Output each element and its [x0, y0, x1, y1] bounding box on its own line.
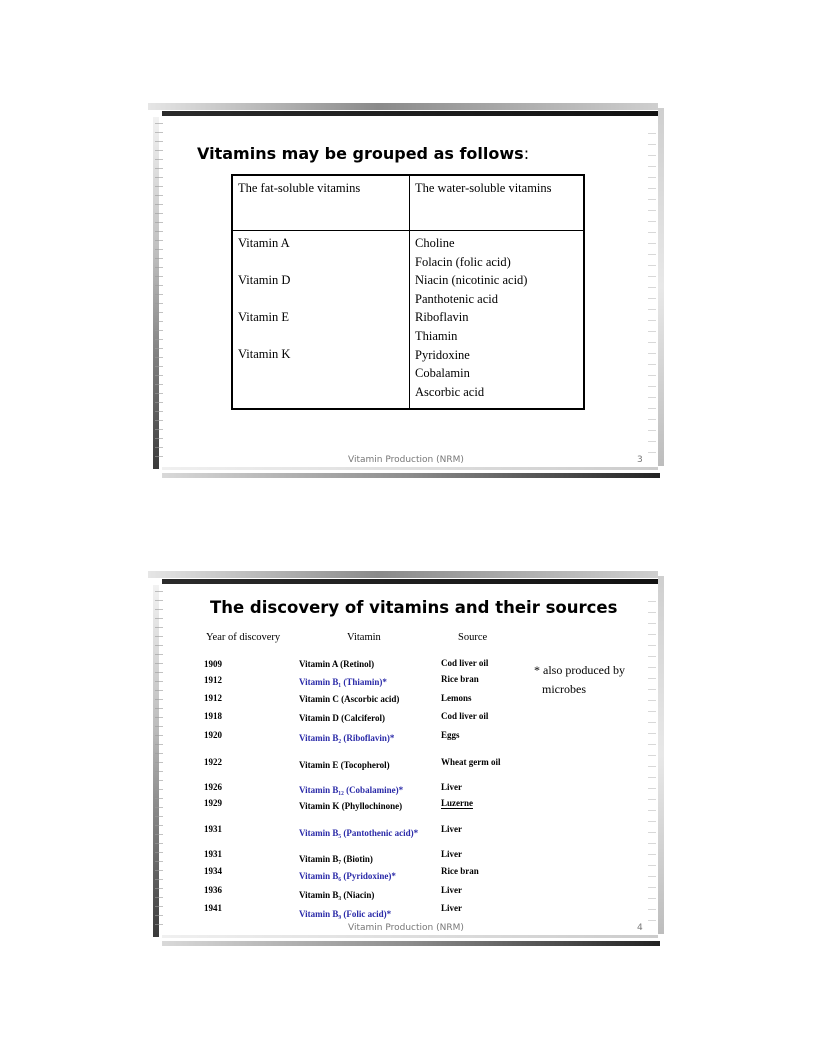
list-item: Vitamin K — [238, 347, 291, 361]
water-soluble-list — [410, 231, 585, 410]
footer-text: Vitamin Production (NRM) — [348, 455, 464, 465]
vitamin-cell: Vitamin E (Tocopherol) — [299, 760, 390, 770]
decor-ticks-right — [648, 133, 656, 453]
year-cell: 1936 — [204, 885, 222, 895]
list-item: Niacin (nicotinic acid) — [415, 273, 528, 288]
list-item: Ascorbic acid — [415, 384, 485, 399]
source-cell: Rice bran — [441, 674, 479, 684]
table-body-row — [232, 231, 584, 410]
list-item: Thiamin — [415, 328, 458, 343]
note-line: microbes — [542, 682, 586, 696]
list-item: Pyridoxine — [415, 347, 470, 362]
list-item: Vitamin A — [238, 236, 290, 250]
column-header-year: Year of discovery — [206, 632, 281, 643]
slide-title: Vitamins may be grouped as follows: — [197, 144, 530, 163]
decor-bar-bottom — [162, 473, 660, 478]
decor-bar-top — [148, 103, 658, 110]
year-cell: 1912 — [204, 675, 222, 685]
year-cell: 1929 — [204, 798, 222, 808]
slide-vitamin-groups — [148, 103, 666, 487]
note-line: * also produced by — [534, 663, 625, 677]
decor-bar-top — [148, 571, 658, 578]
column-header-vitamin: Vitamin — [347, 632, 381, 643]
header-water-soluble: The water-soluble vitamins — [410, 175, 585, 231]
decor-bar-bottom-light — [162, 935, 658, 938]
source-cell: Wheat germ oil — [441, 757, 501, 767]
footer-text: Vitamin Production (NRM) — [348, 923, 464, 933]
vitamin-cell: Vitamin A (Retinol) — [299, 659, 375, 669]
page-number: 3 — [637, 455, 643, 465]
year-cell: 1918 — [204, 711, 222, 721]
source-cell: Lemons — [441, 693, 472, 703]
vitamin-cell: Vitamin B₇ (Biotin) — [299, 854, 373, 864]
source-cell: Liver — [441, 885, 462, 895]
list-item: Panthotenic acid — [415, 291, 498, 306]
vitamin-cell: Vitamin B₁ (Thiamin)* — [299, 677, 387, 687]
list-item: Cobalamin — [415, 366, 470, 381]
source-cell: Rice bran — [441, 866, 479, 876]
decor-bar-bottom-light — [162, 467, 658, 470]
source-cell: Liver — [441, 782, 462, 792]
decor-bar-top-dark — [162, 111, 658, 116]
decor-bar-right — [658, 108, 664, 466]
vitamin-cell: Vitamin K (Phyllochinone) — [299, 801, 403, 811]
year-cell: 1931 — [204, 824, 222, 834]
vitamin-cell: Vitamin B₅ (Pantothenic acid)* — [299, 828, 419, 838]
year-cell: 1909 — [204, 659, 222, 669]
source-cell: Liver — [441, 903, 462, 913]
list-item: Folacin (folic acid) — [415, 254, 511, 269]
vitamin-cell: Vitamin B₆ (Pyridoxine)* — [299, 871, 396, 881]
list-item: Vitamin E — [238, 310, 289, 324]
list-item: Riboflavin — [415, 310, 469, 325]
list-item: Choline — [415, 236, 455, 250]
vitamin-cell: Vitamin B₁₂ (Cobalamine)* — [299, 785, 404, 795]
year-cell: 1941 — [204, 903, 222, 913]
fat-soluble-list — [232, 231, 410, 410]
decor-ticks-left — [155, 123, 163, 463]
slide-vitamin-discovery — [148, 571, 666, 955]
decor-bar-top-dark — [162, 579, 658, 584]
source-cell: Eggs — [441, 730, 460, 740]
year-cell: 1912 — [204, 693, 222, 703]
year-cell: 1922 — [204, 757, 222, 767]
vitamin-cell: Vitamin B₂ (Riboflavin)* — [299, 733, 395, 743]
year-cell: 1931 — [204, 849, 222, 859]
year-cell: 1926 — [204, 782, 222, 792]
decor-bar-right — [658, 576, 664, 934]
vitamin-groups-table — [231, 174, 585, 410]
decor-bar-bottom — [162, 941, 660, 946]
source-cell: Liver — [441, 849, 462, 859]
header-fat-soluble: The fat-soluble vitamins — [232, 175, 410, 231]
source-cell: Liver — [441, 824, 462, 834]
source-cell: Cod liver oil — [441, 711, 489, 721]
table-header-row — [232, 175, 584, 231]
vitamin-cell: Vitamin B₉ (Folic acid)* — [299, 909, 392, 919]
vitamin-cell: Vitamin D (Calciferol) — [299, 713, 385, 723]
column-header-source: Source — [458, 632, 488, 643]
vitamin-cell: Vitamin C (Ascorbic acid) — [299, 694, 400, 704]
year-cell: 1920 — [204, 730, 222, 740]
year-cell: 1934 — [204, 866, 222, 876]
slide-title: The discovery of vitamins and their sources — [210, 598, 618, 617]
microbes-note — [534, 661, 625, 699]
source-cell: Luzerne — [441, 798, 473, 808]
decor-ticks-right — [648, 601, 656, 921]
source-cell: Cod liver oil — [441, 658, 489, 668]
vitamin-cell: Vitamin B₃ (Niacin) — [299, 890, 375, 900]
list-item: Vitamin D — [238, 273, 291, 287]
decor-ticks-left — [155, 591, 163, 931]
page-number: 4 — [637, 923, 643, 933]
